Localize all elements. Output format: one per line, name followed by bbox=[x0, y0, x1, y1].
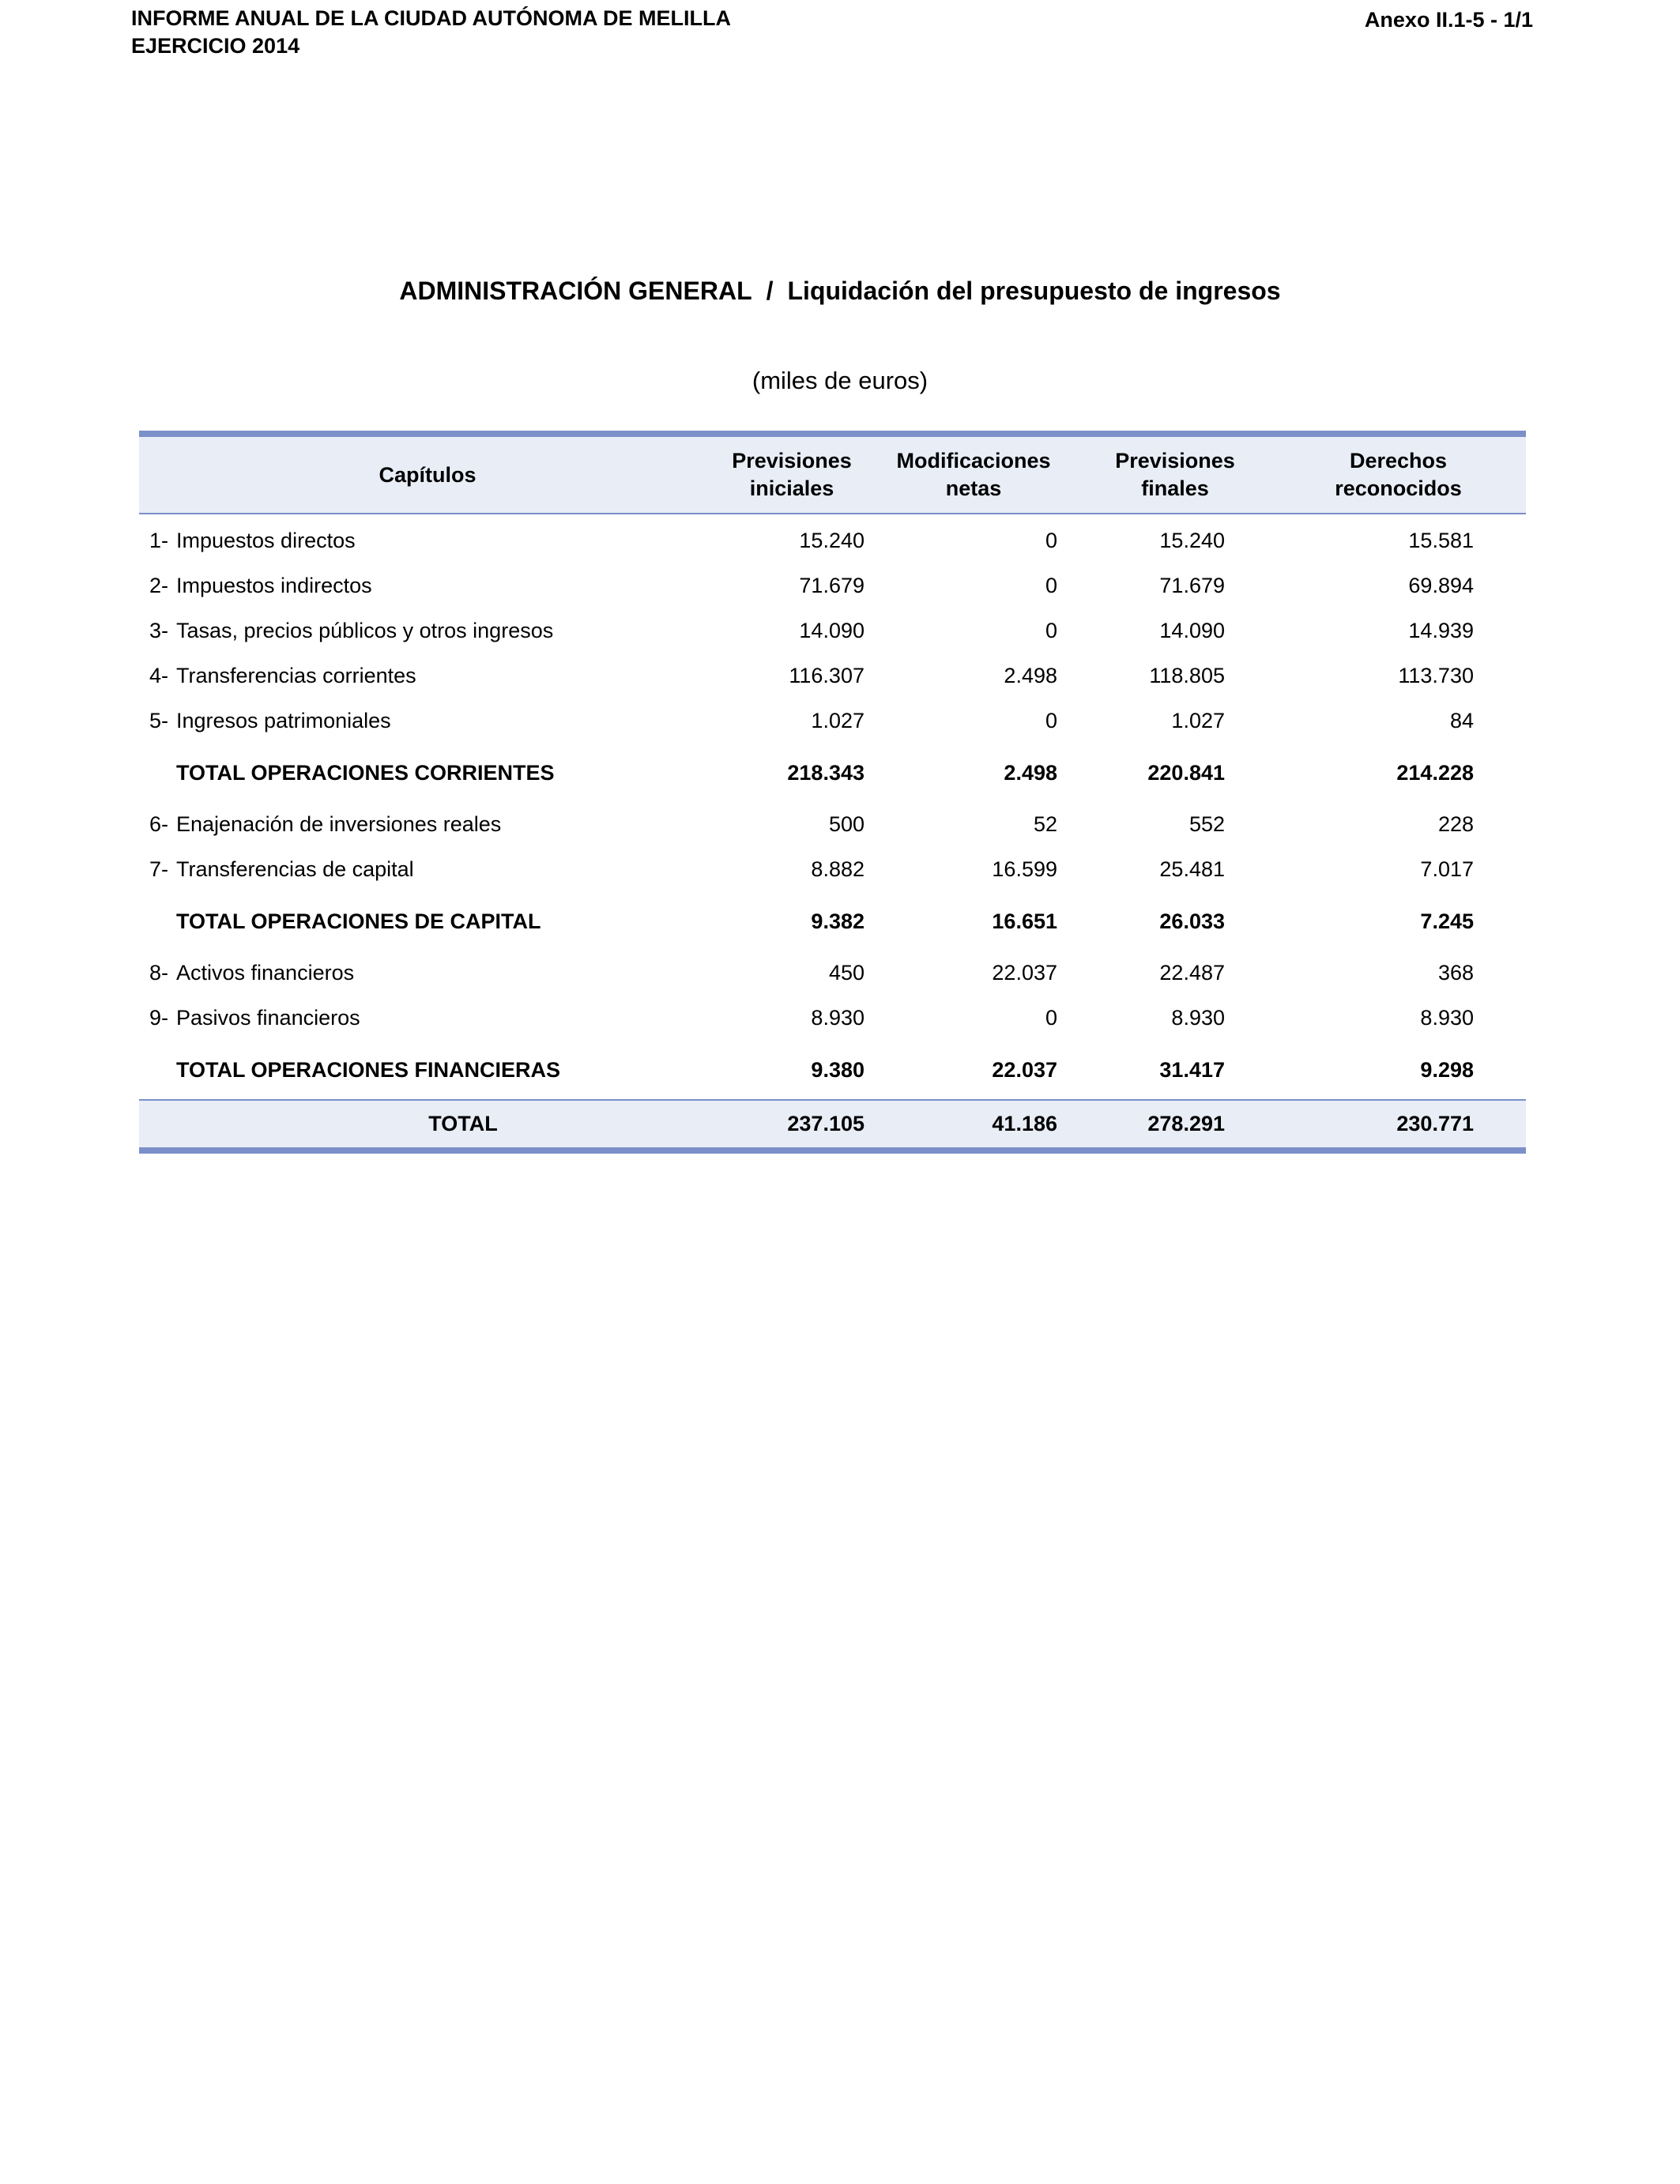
table-row bbox=[139, 514, 1526, 563]
cell-modificaciones-netas: 52 bbox=[1033, 812, 1057, 836]
row-label: 6- Enajenación de inversiones reales bbox=[149, 812, 502, 836]
subtotal-row-capital bbox=[139, 892, 1526, 951]
table-row bbox=[139, 951, 1526, 996]
cell-modificaciones-netas: 22.037 bbox=[992, 1057, 1057, 1082]
row-label: 1- Impuestos directos bbox=[149, 528, 356, 552]
cell-modificaciones-netas: 41.186 bbox=[868, 1100, 1079, 1150]
col-header-previsiones-finales: Previsiones finales bbox=[1079, 434, 1271, 514]
cell-previsiones-iniciales: 237.105 bbox=[716, 1100, 868, 1150]
row-label: 3- Tasas, precios públicos y otros ingresos bbox=[149, 619, 554, 642]
title-separator: / bbox=[766, 277, 774, 305]
cell-previsiones-iniciales: 71.679 bbox=[799, 574, 864, 597]
table-row bbox=[139, 653, 1526, 699]
row-label: TOTAL OPERACIONES FINANCIERAS bbox=[176, 1057, 561, 1082]
cell-derechos-reconocidos: 14.939 bbox=[1408, 619, 1474, 642]
cell-previsiones-iniciales: 8.930 bbox=[811, 1006, 864, 1030]
cell-derechos-reconocidos: 230.771 bbox=[1271, 1100, 1526, 1150]
report-year: EJERCICIO 2014 bbox=[131, 34, 300, 58]
cell-modificaciones-netas: 16.599 bbox=[992, 857, 1057, 881]
cell-previsiones-finales: 552 bbox=[1188, 812, 1225, 836]
cell-modificaciones-netas: 22.037 bbox=[992, 961, 1057, 985]
table-row bbox=[139, 563, 1526, 608]
title-topic: Liquidación del presupuesto de ingresos bbox=[787, 277, 1281, 305]
grand-total-row bbox=[139, 1100, 1526, 1150]
cell-previsiones-iniciales: 15.240 bbox=[799, 528, 864, 552]
row-label: TOTAL OPERACIONES DE CAPITAL bbox=[176, 909, 541, 933]
row-label: 9- Pasivos financieros bbox=[149, 1006, 360, 1030]
cell-modificaciones-netas: 2.498 bbox=[1004, 664, 1057, 687]
cell-previsiones-finales: 278.291 bbox=[1079, 1100, 1271, 1150]
cell-previsiones-iniciales: 116.307 bbox=[789, 664, 864, 687]
cell-derechos-reconocidos: 7.017 bbox=[1420, 857, 1474, 881]
cell-previsiones-iniciales: 500 bbox=[828, 812, 864, 836]
cell-previsiones-finales: 71.679 bbox=[1159, 574, 1225, 597]
cell-modificaciones-netas: 16.651 bbox=[992, 909, 1057, 933]
cell-derechos-reconocidos: 15.581 bbox=[1408, 528, 1474, 552]
cell-previsiones-iniciales: 9.380 bbox=[811, 1057, 864, 1082]
cell-modificaciones-netas: 0 bbox=[1045, 619, 1057, 642]
cell-previsiones-iniciales: 9.382 bbox=[811, 909, 864, 933]
report-header bbox=[131, 5, 731, 60]
subtotal-row-corrientes bbox=[139, 744, 1526, 802]
units-caption: (miles de euros) bbox=[751, 367, 929, 394]
table-row bbox=[139, 802, 1526, 847]
row-label: 5- Ingresos patrimoniales bbox=[149, 709, 391, 732]
table-row bbox=[139, 699, 1526, 744]
annex-reference: Anexo II.1-5 - 1/1 bbox=[1364, 8, 1533, 32]
cell-previsiones-finales: 14.090 bbox=[1159, 619, 1225, 642]
row-label: TOTAL OPERACIONES CORRIENTES bbox=[176, 760, 555, 785]
cell-derechos-reconocidos: 368 bbox=[1437, 961, 1474, 985]
cell-previsiones-finales: 220.841 bbox=[1147, 760, 1225, 785]
col-header-capitulos: Capítulos bbox=[139, 434, 716, 514]
cell-derechos-reconocidos: 8.930 bbox=[1420, 1006, 1474, 1030]
subtotal-row-financieras bbox=[139, 1041, 1526, 1100]
col-header-previsiones-iniciales: Previsiones iniciales bbox=[716, 434, 868, 514]
report-title: INFORME ANUAL DE LA CIUDAD AUTÓNOMA DE MELILLA bbox=[131, 6, 731, 30]
cell-modificaciones-netas: 0 bbox=[1045, 574, 1057, 597]
cell-previsiones-iniciales: 218.343 bbox=[787, 760, 864, 785]
row-label: 7- Transferencias de capital bbox=[149, 857, 414, 881]
cell-previsiones-finales: 1.027 bbox=[1171, 709, 1225, 732]
cell-derechos-reconocidos: 214.228 bbox=[1396, 760, 1474, 785]
cell-previsiones-iniciales: 450 bbox=[828, 961, 864, 985]
cell-previsiones-iniciales: 14.090 bbox=[799, 619, 864, 642]
table-row bbox=[139, 996, 1526, 1041]
cell-previsiones-iniciales: 8.882 bbox=[811, 857, 864, 881]
row-label: 8- Activos financieros bbox=[149, 961, 355, 985]
row-label: TOTAL bbox=[139, 1100, 716, 1150]
col-header-derechos-reconocidos: Derechos reconocidos bbox=[1271, 434, 1526, 514]
cell-derechos-reconocidos: 84 bbox=[1449, 709, 1474, 732]
cell-previsiones-finales: 26.033 bbox=[1159, 909, 1225, 933]
cell-previsiones-finales: 31.417 bbox=[1159, 1057, 1225, 1082]
cell-modificaciones-netas: 0 bbox=[1045, 1006, 1057, 1030]
cell-previsiones-finales: 22.487 bbox=[1159, 961, 1225, 985]
row-label: 2- Impuestos indirectos bbox=[149, 574, 372, 597]
cell-derechos-reconocidos: 69.894 bbox=[1408, 574, 1474, 597]
cell-derechos-reconocidos: 113.730 bbox=[1398, 664, 1474, 687]
revenue-budget-table bbox=[139, 431, 1526, 1154]
cell-previsiones-finales: 15.240 bbox=[1159, 528, 1225, 552]
cell-previsiones-finales: 25.481 bbox=[1159, 857, 1225, 881]
col-header-modificaciones-netas: Modificaciones netas bbox=[868, 434, 1079, 514]
cell-modificaciones-netas: 0 bbox=[1045, 528, 1057, 552]
cell-modificaciones-netas: 2.498 bbox=[1004, 760, 1057, 785]
cell-previsiones-iniciales: 1.027 bbox=[811, 709, 864, 732]
cell-previsiones-finales: 118.805 bbox=[1149, 664, 1225, 687]
cell-derechos-reconocidos: 9.298 bbox=[1420, 1057, 1474, 1082]
table-header-row bbox=[139, 434, 1526, 514]
cell-previsiones-finales: 8.930 bbox=[1171, 1006, 1225, 1030]
table-row bbox=[139, 608, 1526, 653]
row-label: 4- Transferencias corrientes bbox=[149, 664, 416, 687]
cell-derechos-reconocidos: 7.245 bbox=[1420, 909, 1474, 933]
cell-derechos-reconocidos: 228 bbox=[1437, 812, 1474, 836]
page-title bbox=[0, 277, 1680, 306]
table-row bbox=[139, 847, 1526, 892]
cell-modificaciones-netas: 0 bbox=[1045, 709, 1057, 732]
title-section: ADMINISTRACIÓN GENERAL bbox=[399, 277, 752, 305]
